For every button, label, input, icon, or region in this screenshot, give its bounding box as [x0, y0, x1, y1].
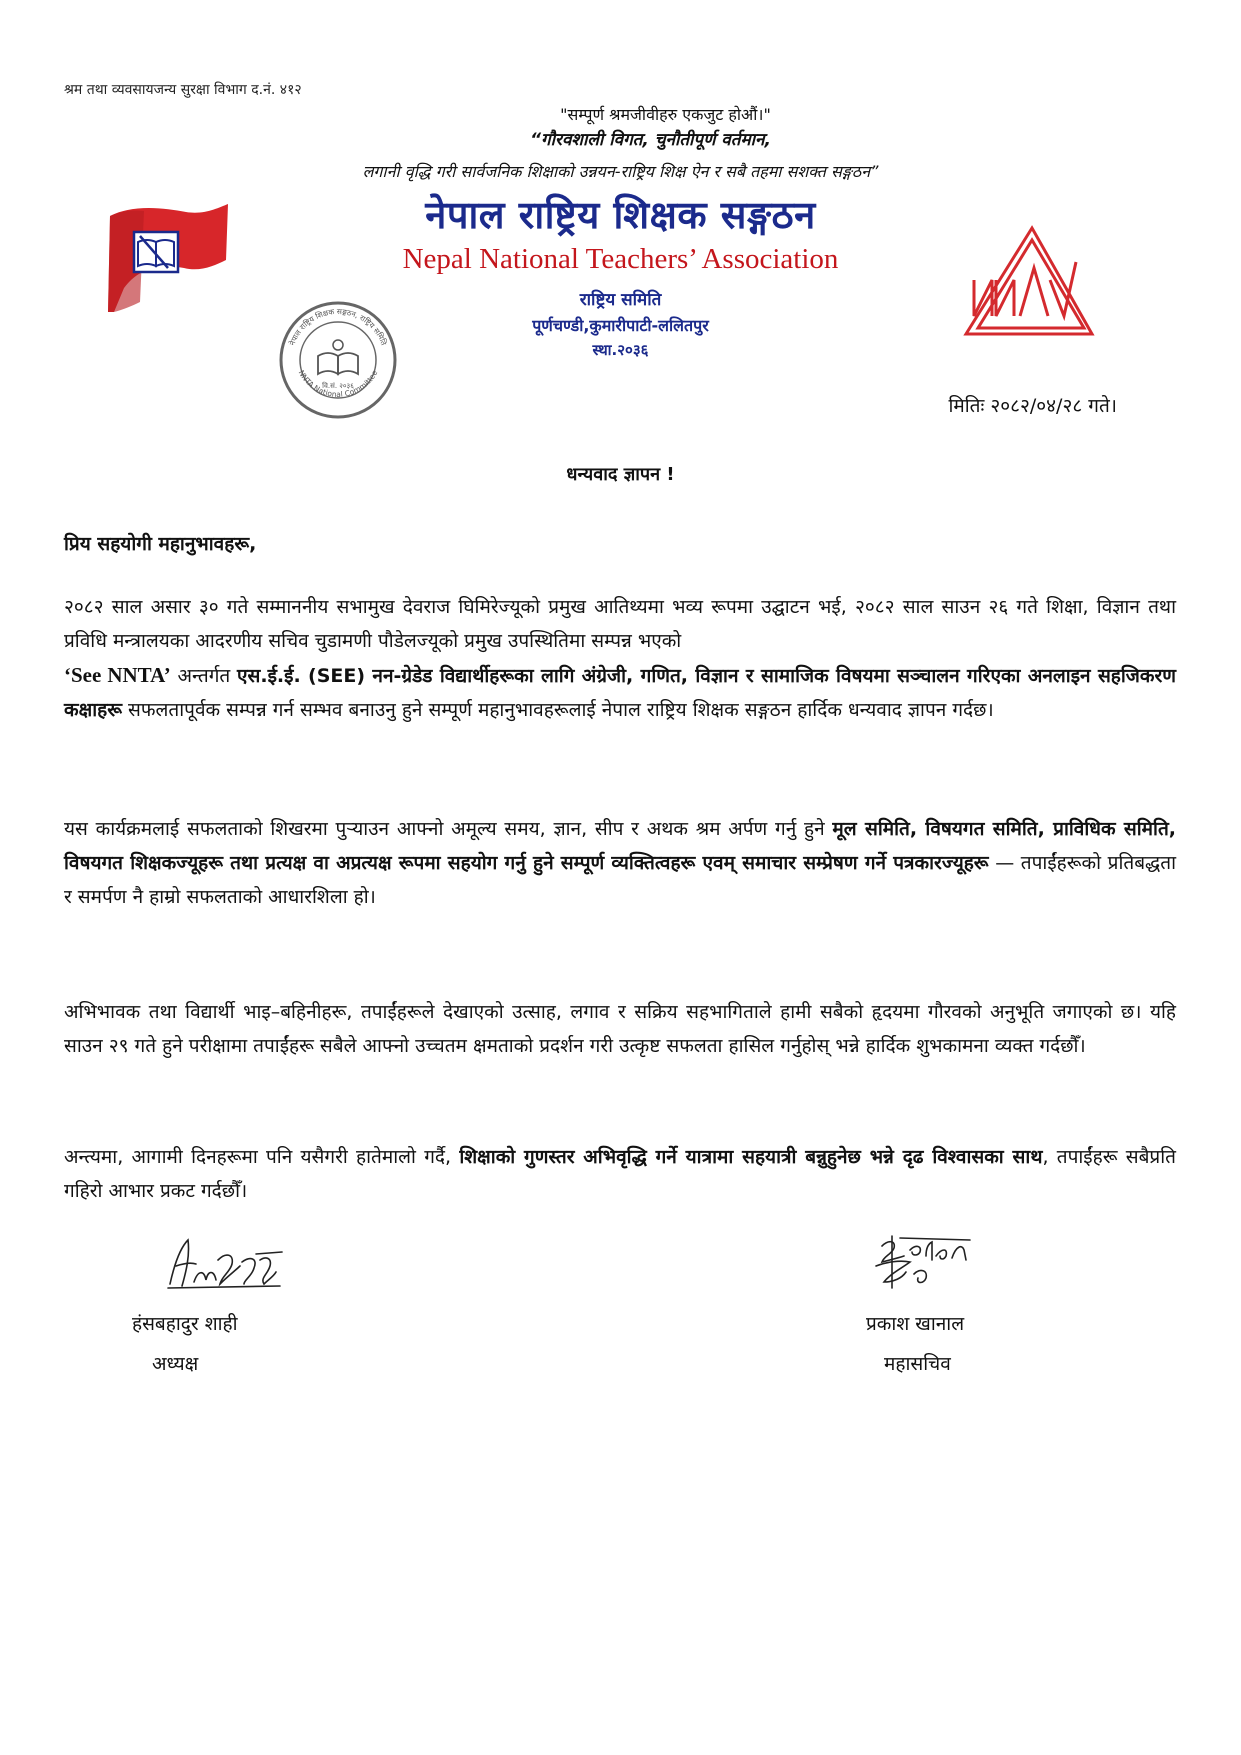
- nnta-logo-icon: [960, 222, 1098, 342]
- paragraph-1-text-a: २०८२ साल असार ३० गते सम्माननीय सभामुख देवराज घिमिरेज्यूको प्रमुख आतिथ्यमा भव्य रूपमा उद्घाटन भई, २०८२ साल साउन २६ गते शिक्षा, विज्ञान तथा प्रविधि मन्त्रालयका आदरणीय सचिव चुडामणी पौडेलज्यूको प्रमुख उपस्थितिमा सम्पन्न भएको: [64, 596, 1176, 652]
- general-secretary-signature-icon: [870, 1226, 1010, 1296]
- paragraph-1-text-c: सफलतापूर्वक सम्पन्न गर्न सम्भव बनाउनु हुने सम्पूर्ण महानुभावहरूलाई नेपाल राष्ट्रिय शिक्षक सङ्गठन हार्दिक धन्यवाद ज्ञापन गर्दछ।: [128, 699, 994, 721]
- seal-bottom-text: NNTA National Committee: [296, 368, 380, 399]
- organization-name-english: Nepal National Teachers’ Association: [402, 243, 839, 275]
- seal-year-text: वि.सं. २०३६: [322, 382, 354, 390]
- paragraph-1: [64, 590, 1176, 727]
- paragraph-1-bold-classes: एस.ई.ई. (SEE) नन-ग्रेडेड विद्यार्थीहरूका लागि अंग्रेजी, गणित, विज्ञान र सामाजिक विषयमा सञ्चालन गरिएका अनलाइन सहजिकरण कक्षाहरू: [64, 665, 1176, 721]
- slogan-line-3: लगानी वृद्धि गरी सार्वजनिक शिक्षाको उन्नयन-राष्ट्रिय शिक्ष ऐन र सबै तहमा सशक्त सङ्गठन”: [362, 162, 879, 181]
- president-title: अध्यक्ष: [152, 1353, 199, 1375]
- organization-address: पूर्णचण्डी,कुमारीपाटी-ललितपुर: [532, 316, 709, 335]
- paragraph-4-text-a: अन्त्यमा, आगामी दिनहरूमा पनि यसैगरी हातेमालो गर्दै,: [64, 1146, 452, 1168]
- organization-name-nepali: नेपाल राष्ट्रिय शिक्षक सङ्गठन: [425, 193, 816, 237]
- general-secretary-name: प्रकाश खानाल: [866, 1313, 965, 1335]
- paragraph-2-bold-committees: मूल समिति, विषयगत समिति, प्राविधिक समिति, विषयगत शिक्षकज्यूहरू तथा प्रत्यक्ष वा अप्रत्यक्ष रूपमा सहयोग गर्नु हुने सम्पूर्ण व्यक्तित्वहरू एवम् समाचार सम्प्रेषण गर्ने पत्रकारज्यूहरू: [64, 818, 1176, 874]
- paragraph-2-text-b: — तपाईंहरूको प्रतिबद्धता र समर्पण नै हाम्रो सफलताको आधारशिला हो।: [64, 852, 1176, 908]
- seal-top-text: नेपाल राष्ट्रिय शिक्षक सङ्गठन, राष्ट्रिय समिति: [287, 306, 389, 347]
- salutation: प्रिय सहयोगी महानुभावहरू,: [64, 533, 257, 555]
- paragraph-2: [64, 812, 1176, 914]
- committee-name: राष्ट्रिय समिति: [579, 290, 662, 310]
- paragraph-2-text-a: यस कार्यक्रमलाई सफलताको शिखरमा पुर्‍याउन आफ्नो अमूल्य समय, ज्ञान, सीप र अथक श्रम अर्पण गर्नु हुने: [64, 818, 825, 840]
- paragraph-3: अभिभावक तथा विद्यार्थी भाइ–बहिनीहरू, तपाईंहरूले देखाएको उत्साह, लगाव र सक्रिय सहभागिताले हामी सबैको हृदयमा गौरवको अनुभूति जगाएको छ। यहि साउन २९ गते हुने परीक्षामा तपाईंहरू सबैले आफ्नो उच्चतम क्षमताको प्रदर्शन गरी उत्कृष्ट सफलता हासिल गर्नुहोस् भन्ने हार्दिक शुभकामना व्यक्त गर्दछौँ।: [64, 1001, 1176, 1057]
- president-name: हंसबहादुर शाही: [132, 1313, 238, 1335]
- letter-date: मितिः २०८२/०४/२८ गते।: [948, 395, 1117, 417]
- registration-number: श्रम तथा व्यवसायजन्य सुरक्षा विभाग द.नं. ४१२: [64, 82, 302, 98]
- established-year: स्था.२०३६: [592, 341, 649, 359]
- paragraph-4: [64, 1140, 1176, 1208]
- letter-heading: धन्यवाद ज्ञापन !: [566, 464, 675, 485]
- paragraph-1-program-name: ‘See NNTA’: [64, 663, 171, 687]
- president-signature-icon: [160, 1226, 300, 1296]
- paragraph-4-text-b: , तपाईंहरू सबैप्रति गहिरो आभार प्रकट गर्दछौँ।: [64, 1146, 1176, 1202]
- flag-logo-icon: [104, 202, 232, 314]
- paragraph-4-bold-text: शिक्षाको गुणस्तर अभिवृद्धि गर्ने यात्रामा सहयात्री बन्नुहुनेछ भन्ने दृढ विश्वासका साथ: [459, 1146, 1043, 1168]
- organization-seal-icon: [278, 300, 398, 420]
- slogan-line-2: “गौरवशाली विगत, चुनौतीपूर्ण वर्तमान,: [530, 130, 771, 150]
- general-secretary-title: महासचिव: [884, 1353, 951, 1375]
- slogan-line-1: "सम्पूर्ण श्रमजीवीहरु एकजुट होऔं।": [560, 105, 771, 124]
- paragraph-1-text-b: अन्तर्गत: [177, 665, 231, 687]
